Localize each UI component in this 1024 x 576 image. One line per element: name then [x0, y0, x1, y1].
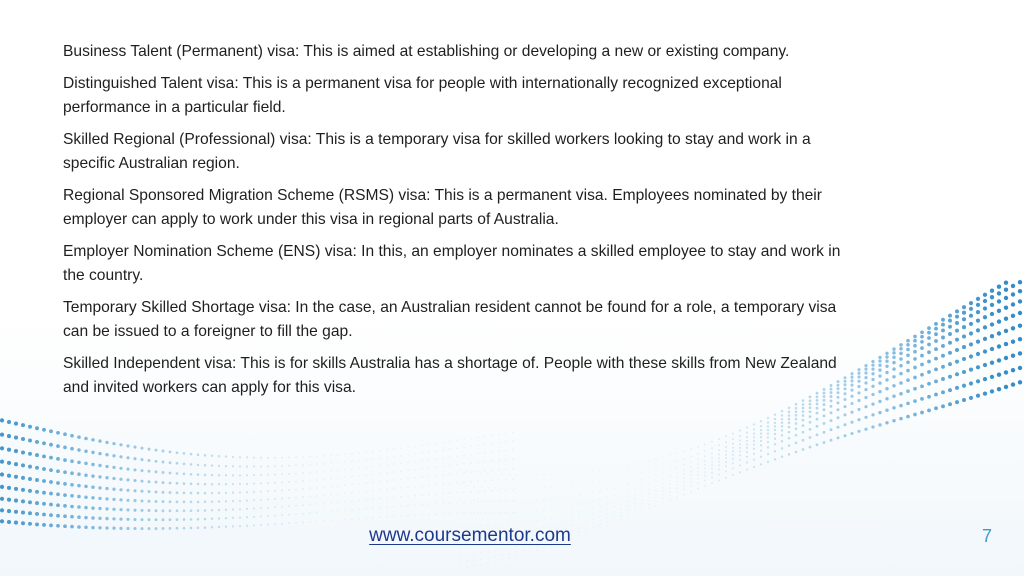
paragraph-rsms: Regional Sponsored Migration Scheme (RSMS) visa: This is a permanent visa. Employees nominated by their employer can apply to work under this visa in regional parts of Australia.: [63, 187, 822, 228]
paragraph-business-talent: Business Talent (Permanent) visa: This is aimed at establishing or developing a new or existing company.: [63, 43, 790, 60]
paragraph-skilled-regional: Skilled Regional (Professional) visa: This is a temporary visa for skilled workers looking to stay and work in a specific Australian region.: [63, 131, 811, 172]
paragraph-distinguished-talent: Distinguished Talent visa: This is a permanent visa for people with internationally recognized exceptional performance in a particular field.: [63, 75, 782, 116]
website-link[interactable]: www.coursementor.com: [369, 525, 571, 546]
paragraph-temporary-skilled-shortage: Temporary Skilled Shortage visa: In the case, an Australian resident cannot be found for a role, a temporary visa can be issued to a foreigner to fill the gap.: [63, 299, 837, 340]
page-number: 7: [982, 526, 993, 546]
paragraph-ens: Employer Nomination Scheme (ENS) visa: In this, an employer nominates a skilled employee to stay and work in the country.: [63, 243, 841, 284]
visa-list: [63, 40, 863, 408]
paragraph-skilled-independent: Skilled Independent visa: This is for skills Australia has a shortage of. People with these skills from New Zealand and invited workers can apply for this visa.: [63, 355, 837, 396]
